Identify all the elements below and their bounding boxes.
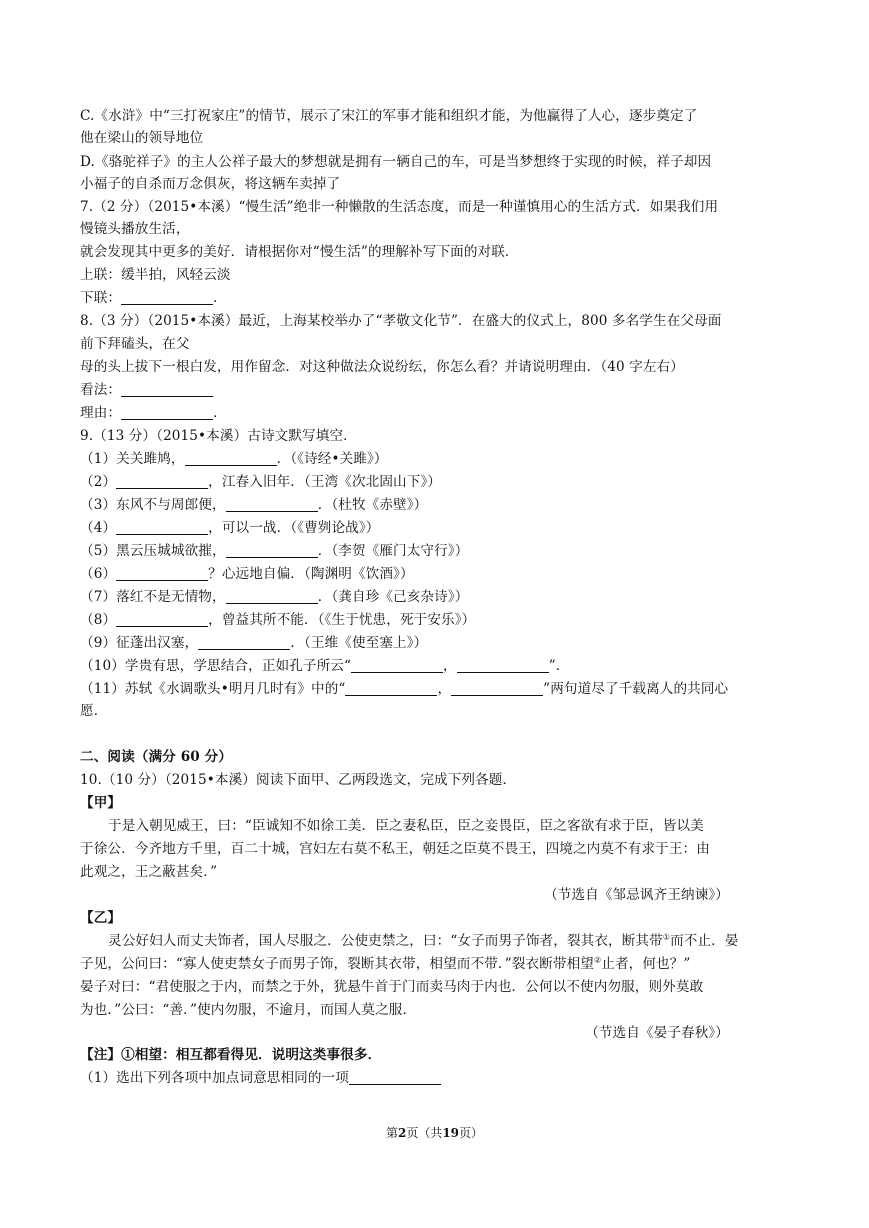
answer-blank[interactable]	[226, 589, 318, 604]
answer-blank[interactable]	[226, 497, 318, 512]
page-footer: 第2页（共19页）	[385, 1126, 484, 1140]
poem-item-11-cont: 愿．	[80, 703, 108, 719]
answer-blank[interactable]	[121, 382, 213, 397]
question-7-line-1: 7.（2 分）（2015•本溪）“慢生活”绝非一种懒散的生活态度，而是一种谨慎用心的生活方式．如果我们用	[80, 199, 719, 215]
option-c-line-1: C.《水浒》中“三打祝家庄”的情节，展示了宋江的军事才能和组织才能，为他赢得了人心，逐步奠定了	[80, 108, 698, 124]
sub-question-1: （1）选出下列各项中加点词意思相同的一项	[80, 1067, 441, 1089]
question-10-heading: 10.（10 分）（2015•本溪）阅读下面甲、乙两段选文，完成下列各题．	[80, 772, 517, 788]
answer-blank[interactable]	[121, 290, 213, 305]
poem-item-9: （9）征蓬出汉塞， ．（王维《使至塞上》）	[80, 635, 428, 651]
poem-item-10: （10）学贵有思，学思结合，正如孔子所云“ ， ”．	[80, 658, 570, 674]
opinion-line: 看法：	[80, 379, 213, 401]
poem-item-4: （4） ，可以一战．（《曹刿论战》）	[80, 520, 380, 536]
passage-jia-line-2: 于徐公．今齐地方千里，百二十城，宫妇左右莫不私王，朝廷之臣莫不畏王，四境之内莫不有求于王：由	[80, 841, 710, 857]
passage-jia-line-1: 于是入朝见威王，曰：“臣诚知不如徐工美．臣之妻私臣，臣之妾畏臣，臣之客欲有求于臣，皆以美	[108, 818, 704, 834]
question-8-line-1: 8.（3 分）（2015•本溪）最近，上海某校举办了“孝敬文化节”．在盛大的仪式上，800 多名学生在父母面	[80, 313, 722, 329]
passage-jia-source: （节选自《邹忌讽齐王纳谏》）	[544, 887, 729, 903]
footnote-mark-1: ①	[662, 932, 671, 942]
poem-item-8: （8） ，曾益其所不能．（《生于忧患，死于安乐》）	[80, 612, 476, 628]
answer-blank[interactable]	[349, 1070, 441, 1085]
poem-item-3: （3）东风不与周郎便， ．（杜牧《赤壁》）	[80, 497, 428, 513]
answer-blank[interactable]	[226, 543, 318, 558]
passage-jia-label: 【甲】	[80, 795, 122, 811]
answer-blank[interactable]	[457, 658, 549, 673]
question-8-line-3: 母的头上拔下一根白发，用作留念．对这种做法众说纷纭，你怎么看？并请说明理由．（40 字左右）	[80, 359, 684, 375]
answer-blank[interactable]	[185, 451, 277, 466]
poem-item-7: （7）落红不是无情物， ．（龚自珍《己亥杂诗》）	[80, 589, 469, 605]
footnote-line: 【注】①相望：相互都看得见．说明这类事很多．	[80, 1047, 382, 1063]
passage-yi-line-4: 为也．”公曰：“善．”使内勿服，不逾月，而国人莫之服．	[80, 1002, 417, 1018]
poem-item-11: （11）苏轼《水调歌头•明月几时有》中的“ ， ”两句道尽了千载离人的共同心	[80, 681, 729, 697]
reason-line: 理由： ．	[80, 405, 227, 421]
answer-blank[interactable]	[116, 612, 208, 627]
answer-blank[interactable]	[116, 566, 208, 581]
answer-blank[interactable]	[116, 474, 208, 489]
poem-item-6: （6） ？心远地自偏．（陶渊明《饮酒》）	[80, 566, 414, 582]
question-7-line-3: 就会发现其中更多的美好．请根据你对“慢生活”的理解补写下面的对联．	[80, 244, 519, 260]
poem-item-5: （5）黑云压城城欲摧， ．（李贺《雁门太守行》）	[80, 543, 469, 559]
option-c-line-2: 他在梁山的领导地位	[80, 130, 204, 146]
answer-blank[interactable]	[345, 681, 437, 696]
couplet-upper-line: 上联：缓半拍，风轻云淡	[80, 267, 231, 283]
passage-yi-line-3: 晏子对曰：“君使服之于内，而禁之于外，犹悬牛首于门而卖马肉于内也．公何以不使内勿服，则外莫敢	[80, 979, 704, 995]
passage-yi-line-2: 子见，公问曰：“寡人使吏禁女子而男子饰，裂断其衣带，相望而不带．”裂衣断带相望②止者，何也？”	[80, 955, 691, 972]
passage-yi-source: （节选自《晏子春秋》）	[585, 1025, 729, 1041]
footnote-mark-2: ②	[593, 955, 602, 965]
question-7-line-2: 慢镜头播放生活，	[80, 221, 190, 237]
poem-item-2: （2） ，江春入旧年．（王湾《次北固山下》）	[80, 474, 442, 490]
passage-yi-label: 【乙】	[80, 910, 122, 926]
total-pages: 19	[442, 1126, 460, 1140]
answer-blank[interactable]	[121, 405, 213, 420]
answer-blank[interactable]	[198, 635, 290, 650]
option-d-line-2: 小福子的自杀而万念俱灰，将这辆车卖掉了	[80, 176, 341, 192]
section-2-heading: 二、阅读（满分 60 分）	[80, 749, 233, 765]
answer-blank[interactable]	[451, 681, 543, 696]
answer-blank[interactable]	[116, 520, 208, 535]
answer-blank[interactable]	[351, 658, 443, 673]
page-number: 2	[397, 1126, 407, 1140]
passage-jia-line-3: 此观之，王之蔽甚矣．”	[80, 864, 218, 880]
question-9-heading: 9.（13 分）（2015•本溪）古诗文默写填空．	[80, 428, 357, 444]
question-8-line-2: 前下拜磕头，在父	[80, 336, 190, 352]
option-d-line-1: D.《骆驼祥子》的主人公祥子最大的梦想就是拥有一辆自己的车，可是当梦想终于实现的时候，祥子却因	[80, 154, 712, 170]
passage-yi-line-1: 灵公好妇人而丈夫饰者，国人尽服之．公使吏禁之，曰：“女子而男子饰者，裂其衣，断其带①而不止．晏	[108, 932, 739, 949]
couplet-lower-line: 下联： ．	[80, 290, 227, 306]
poem-item-1: （1）关关雎鸠， ．（《诗经•关雎》）	[80, 451, 388, 467]
